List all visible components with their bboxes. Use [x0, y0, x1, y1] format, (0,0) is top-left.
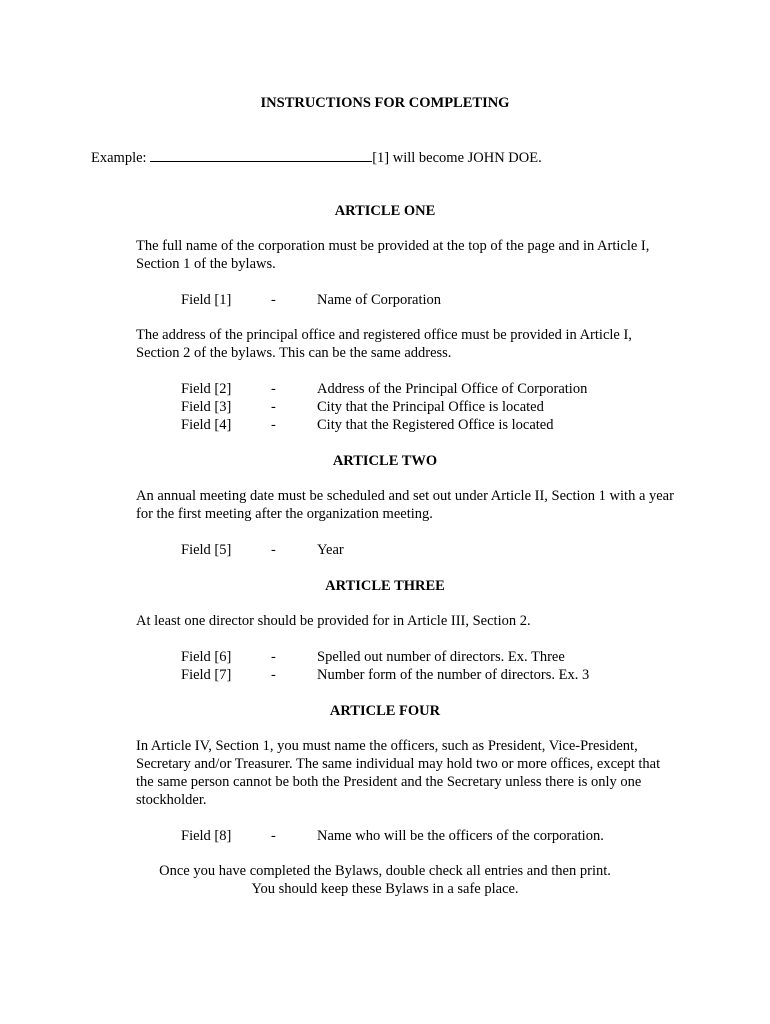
example-suffix: [1] will become JOHN DOE. [372, 150, 542, 166]
field-1-label: Field [1] [181, 292, 232, 308]
field-7-label: Field [7] [181, 667, 232, 683]
example-blank-line [150, 148, 372, 162]
closing-line-1: Once you have completed the Bylaws, double check all entries and then print. [159, 863, 611, 879]
article-one-heading: ARTICLE ONE [334, 203, 436, 219]
field-2-dash: - [271, 381, 276, 397]
article-one-paragraph-1: The full name of the corporation must be provided at the top of the page and in Article I, Section 1 of the bylaws. [136, 238, 650, 272]
field-8-label: Field [8] [181, 828, 232, 844]
field-5-dash: - [271, 542, 276, 558]
field-7-description: Number form of the number of directors. Ex. 3 [317, 667, 590, 683]
field-2-label: Field [2] [181, 381, 232, 397]
field-6-dash: - [271, 649, 276, 665]
field-3-label: Field [3] [181, 399, 232, 415]
field-2-description: Address of the Principal Office of Corporation [317, 381, 588, 397]
article-one-paragraph-2: The address of the principal office and registered office must be provided in Article I, Section 2 of the bylaws. This can be the same address. [136, 327, 632, 361]
article-three-paragraph: At least one director should be provided for in Article III, Section 2. [136, 613, 531, 629]
example-prefix: Example: [91, 150, 151, 166]
field-3-dash: - [271, 399, 276, 415]
field-4-description: City that the Registered Office is located [317, 417, 554, 433]
field-7-dash: - [271, 667, 276, 683]
article-four-paragraph: In Article IV, Section 1, you must name the officers, such as President, Vice-President, Secretary and/or Treasurer. The same individual may hold two or more offices, except that the same person cannot be both the President and the Secretary unless there is only one stockholder. [136, 738, 661, 808]
field-6-label: Field [6] [181, 649, 232, 665]
article-two-heading: ARTICLE TWO [332, 453, 438, 469]
field-4-label: Field [4] [181, 417, 232, 433]
field-8-description: Name who will be the officers of the corporation. [317, 828, 604, 844]
article-two-paragraph: An annual meeting date must be scheduled and set out under Article II, Section 1 with a year for the first meeting after the organization meeting. [136, 488, 674, 522]
article-three-heading: ARTICLE THREE [325, 578, 445, 594]
field-5-label: Field [5] [181, 542, 232, 558]
field-1-dash: - [271, 292, 276, 308]
closing-line-2: You should keep these Bylaws in a safe place. [251, 881, 519, 897]
field-4-dash: - [271, 417, 276, 433]
field-5-description: Year [317, 542, 344, 558]
page-title: INSTRUCTIONS FOR COMPLETING [260, 95, 510, 111]
example-line [91, 148, 542, 167]
field-1-description: Name of Corporation [317, 292, 442, 308]
article-four-heading: ARTICLE FOUR [329, 703, 441, 719]
field-8-dash: - [271, 828, 276, 844]
field-6-description: Spelled out number of directors. Ex. Three [317, 649, 565, 665]
field-3-description: City that the Principal Office is located [317, 399, 544, 415]
